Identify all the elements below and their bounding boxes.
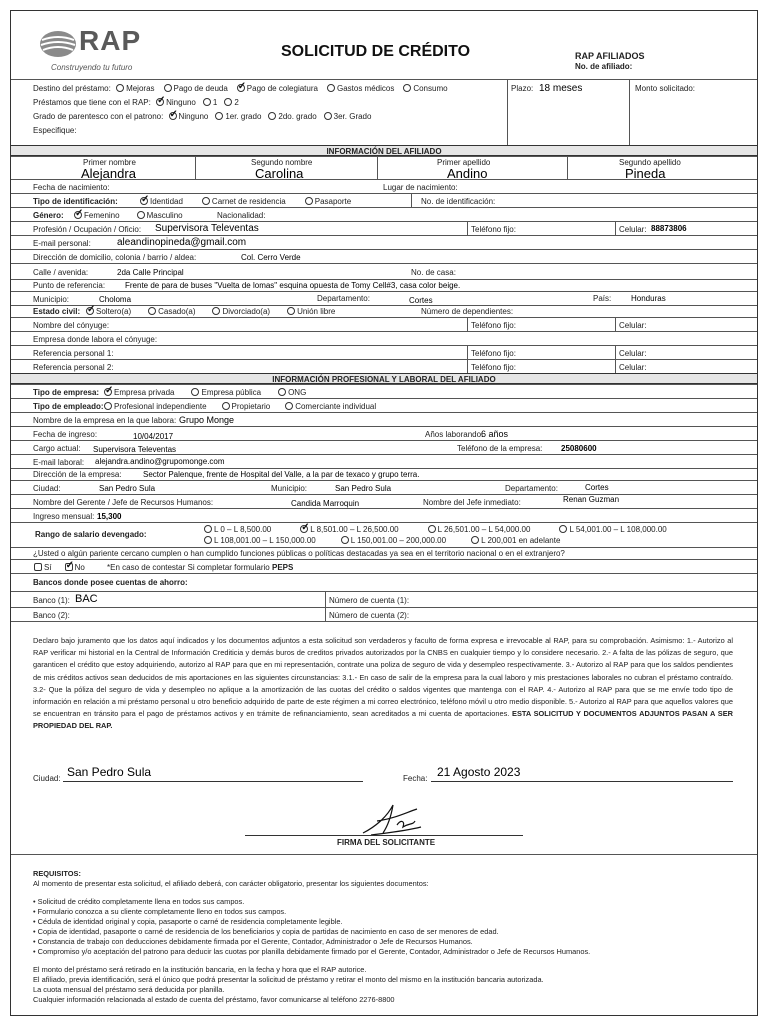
banco1-label: Banco (1): — [33, 596, 70, 605]
conyuge-row — [11, 317, 757, 331]
option-label: 2 — [234, 98, 239, 107]
option-tipo-empleado-opts-2[interactable] — [282, 402, 376, 411]
gerente-row — [11, 494, 757, 508]
checkbox-icon[interactable] — [324, 112, 332, 120]
tipo-id-label: Tipo de identificación: — [33, 197, 118, 206]
prestamos-options[interactable] — [153, 98, 243, 107]
rap-afiliados-label: RAP AFILIADOS — [575, 51, 645, 61]
email-lab-row — [11, 454, 757, 468]
option-destino-opts-3[interactable] — [324, 84, 394, 93]
option-label: L 8,501.00 – L 26,500.00 — [310, 525, 399, 534]
checkbox-icon[interactable] — [148, 307, 156, 315]
requisitos-top-border — [11, 854, 757, 855]
checkbox-icon[interactable] — [327, 84, 335, 92]
tipo-empleado-options[interactable] — [101, 402, 388, 411]
profesion-row — [11, 221, 757, 235]
option-label: 3er. Grado — [333, 112, 372, 121]
punto-row — [11, 279, 757, 291]
primer-nombre-label: Primer nombre — [83, 158, 136, 167]
option-rango-opts-1-0[interactable] — [201, 525, 271, 534]
checked-checkbox-icon[interactable] — [156, 98, 164, 106]
option-label: Comerciante individual — [295, 402, 377, 411]
email-label: E-mail personal: — [33, 239, 91, 248]
option-prestamos-opts-2[interactable] — [221, 98, 238, 107]
dir-empresa-row — [11, 468, 757, 480]
empresa-value[interactable]: Grupo Monge — [179, 415, 235, 425]
checkbox-icon[interactable] — [285, 402, 293, 410]
checkbox-icon[interactable] — [204, 536, 212, 544]
municipio-lab-label: Municipio: — [271, 484, 308, 493]
cargo-row — [11, 440, 757, 454]
email-lab-value[interactable]: alejandra.andino@grupomonge.com — [95, 457, 225, 466]
telefono-fijo-label: Teléfono fijo: — [471, 225, 516, 234]
requisito-footer: La cuota mensual del préstamo será deducida por planilla. — [33, 985, 225, 994]
checked-checkbox-icon[interactable] — [74, 211, 82, 219]
option-rango-opts-2-0[interactable] — [201, 536, 316, 545]
bancos-label: Bancos donde posee cuentas de ahorro: — [33, 578, 188, 587]
option-label: Pago de colegiatura — [246, 84, 318, 93]
option-tipo-id-opts-0[interactable] — [137, 197, 183, 206]
ref2-cel-label: Celular: — [619, 363, 647, 372]
cargo-label: Cargo actual: — [33, 444, 81, 453]
checkbox-icon[interactable] — [471, 536, 479, 544]
option-genero-opts-0[interactable] — [71, 211, 120, 220]
peps-question-row — [11, 547, 757, 559]
option-label: Pago de deuda — [173, 84, 228, 93]
gerente-label: Nombre del Gerente / Jefe de Recursos Humanos: — [33, 498, 214, 507]
option-label: Profesional independiente — [114, 402, 207, 411]
grado-row: Grado de parentesco con el patrono: ✓ Ninguno 1er. grado 2do. grado 3er. Grado — [33, 112, 375, 121]
monto-label: Monto solicitado: — [635, 84, 696, 93]
option-grado-opts-3[interactable] — [321, 112, 372, 121]
option-label: 1 — [212, 98, 218, 107]
ciudad-firma-value[interactable]: San Pedro Sula — [67, 765, 152, 779]
no-casa-label: No. de casa: — [411, 268, 456, 277]
conyuge-cel-label: Celular: — [619, 321, 647, 330]
option-tipo-id-opts-1[interactable] — [199, 197, 286, 206]
cuenta1-label: Número de cuenta (1): — [329, 596, 410, 605]
requisito-item: • Copia de identidad, pasaporte o carné de residencia de los beneficiarios y copia de partidas de nacimiento en caso de ser menores de edad. — [33, 927, 499, 936]
rap-logo — [39, 25, 149, 81]
checkbox-icon[interactable] — [191, 388, 199, 396]
segundo-nombre-value[interactable]: Carolina — [255, 166, 304, 181]
checkbox-icon[interactable] — [222, 402, 230, 410]
municipio-value[interactable]: Choloma — [99, 295, 132, 304]
dependientes-label: Número de dependientes: — [421, 307, 514, 316]
banco2-label: Banco (2): — [33, 611, 70, 620]
ubicacion-row — [11, 291, 757, 305]
option-tipo-empresa-opts-2[interactable] — [275, 388, 306, 397]
requisitos-title: REQUISITOS: — [33, 869, 81, 878]
genero-row — [11, 207, 757, 221]
rango-options-row1[interactable] — [201, 525, 693, 534]
option-label: Carnet de residencia — [211, 197, 286, 206]
option-tipo-id-opts-2[interactable] — [302, 197, 351, 206]
globe-logo-icon — [39, 29, 77, 59]
tipo-id-options[interactable] — [137, 197, 367, 206]
departamento-value[interactable]: Cortes — [409, 296, 433, 305]
rango-label: Rango de salario devengado: — [35, 530, 147, 539]
page-title: SOLICITUD DE CRÉDITO — [281, 43, 471, 60]
destino-options[interactable] — [113, 84, 454, 93]
checked-checkbox-icon[interactable] — [300, 525, 308, 533]
declaracion-text: Declaro bajo juramento que los datos aquí indicados y los documentos adjuntos a esta solicitud son verdaderos y faculto de forma expresa e irrevocable al RAP, para su comprobación. Asimismo: 1.- Autorizo al RAP verificar mi historial en la Central de Información Crediticia y demás buros de creditos privados autorizados por la CNBS en cualquier tiempo y lo considere necesario. 2.- A falta de las pólizas de seguro, que garanticen el crédito que estoy adquiriendo, autorizo al RAP para que en mi representación, contrate una poliza de seguro de vida y desempleo respectivamente. 3.- Autorizo al RAP para que los saldos pendientes de mis créditos activos sean deducidos de mis aportaciones en las siguientes circunstancias: 3.1.- En caso de salir de la empresa para la cual laboro y mis prestaciones laborales no cubran el préstamo contraído. 3.2- Que la póliza del seguro de vida y desempleo no aplique a la amortización de las cuotas del crédito o saldos vigentes que mantenga con el RAP. 4.- Autorizo al RAP para que se me envíe todo tipo de información en relación a mi préstamo personal u otro beneficio adquirido de parte de este régimen a mi correo electrónico, teléfono móvil u otro medio disponible. 5.- Autorizo al RAP para que aquellos valores que se encuentran en tránsito para el pago de préstamos activos y en trámite de refinanciamiento, sean acreditados a mi cuenta de aportaciones. ESTA SOLICITUD Y DOCUMENTOS ADJUNTOS PASAN A SER PROPIEDAD DEL RAP. — [33, 636, 733, 731]
email-row — [11, 235, 757, 249]
option-label: No — [74, 563, 85, 572]
empresa-conyuge-label: Empresa donde labora el cónyuge: — [33, 335, 158, 344]
dir-empresa-value[interactable]: Sector Palenque, frente de Hospital del Valle, a la par de texaco y grupo terra. — [143, 470, 420, 479]
checkbox-icon[interactable] — [224, 98, 232, 106]
municipio-label: Municipio: — [33, 295, 70, 304]
departamento-label: Departamento: — [317, 294, 370, 303]
option-label: L 108,001.00 – L 150,000.00 — [214, 536, 316, 545]
checked-checkbox-icon[interactable] — [104, 388, 112, 396]
option-peps-opts-0[interactable] — [31, 563, 52, 572]
option-rango-opts-2-2[interactable] — [468, 536, 560, 545]
option-label: Gastos médicos — [336, 84, 395, 93]
option-label: L 0 – L 8,500.00 — [214, 525, 272, 534]
tel-empresa-label: Teléfono de la empresa: — [457, 444, 543, 453]
cuenta2-label: Número de cuenta (2): — [329, 611, 410, 620]
option-destino-opts-0[interactable] — [113, 84, 154, 93]
option-label: L 26,501.00 – L 54,000.00 — [437, 525, 531, 534]
destino-row: Destino del préstamo: Mejoras Pago de deuda✓ Pago de colegiatura Gastos médicos Consumo — [33, 84, 454, 93]
option-prestamos-opts-1[interactable] — [200, 98, 217, 107]
checkbox-icon[interactable] — [137, 211, 145, 219]
checkbox-icon[interactable] — [268, 112, 276, 120]
option-label: Empresa pública — [201, 388, 262, 397]
option-label: 2do. grado — [278, 112, 317, 121]
primer-nombre-value[interactable]: Alejandra — [81, 166, 136, 181]
grado-options[interactable] — [166, 112, 376, 121]
option-label: Empresa privada — [114, 388, 175, 397]
option-rango-opts-2-1[interactable] — [338, 536, 446, 545]
anios-value[interactable]: 6 años — [481, 429, 509, 439]
empresa-label: Nombre de la empresa en la que labora: — [33, 416, 177, 425]
banco2-row — [11, 607, 757, 621]
peps-note: *En caso de contestar Si completar formulario PEPS — [107, 563, 294, 572]
option-peps-opts-1[interactable] — [62, 563, 85, 572]
requisito-footer: El afiliado, previa identificación, será el único que podrá presentar la solicitud de préstamo y retirar el monto del mismo en la institución bancaria autorizada. — [33, 975, 544, 984]
fecha-nac-label: Fecha de nacimiento: — [33, 183, 110, 192]
rango-row — [11, 522, 757, 547]
plazo-label: Plazo: — [511, 84, 534, 93]
empresa-conyuge-row — [11, 331, 757, 345]
punto-value[interactable]: Frente de para de buses "Vuelta de lomas" esquina opuesta de Tomy Cell#3, casa color beige. — [125, 281, 461, 290]
peps-question: ¿Usted o algún pariente cercano cumplen o han cumplido funciones públicas o políticas destacadas ya sea en el territorio nacional o en el extranjero? — [33, 549, 565, 558]
checkbox-icon[interactable] — [164, 84, 172, 92]
nacimiento-row — [11, 179, 757, 193]
option-label: Ninguno — [178, 112, 209, 121]
option-label: Consumo — [413, 84, 448, 93]
peps-answer-row — [11, 559, 757, 573]
pais-value[interactable]: Honduras — [631, 294, 666, 303]
option-estado-opts-0[interactable] — [83, 307, 131, 316]
signature-image — [357, 799, 427, 839]
email-value[interactable]: aleandinopineda@gmail.com — [117, 237, 247, 248]
fecha-ingreso-value[interactable]: 10/04/2017 — [133, 432, 174, 441]
checkbox-icon[interactable] — [203, 98, 211, 106]
option-label: 1er. grado — [225, 112, 262, 121]
segundo-apellido-label: Segundo apellido — [619, 158, 681, 167]
direccion-label: Dirección de domicilio, colonia / barrio / aldea: — [33, 253, 197, 262]
ref1-tel-label: Teléfono fijo: — [471, 349, 516, 358]
tipo-empleado-label: Tipo de empleado: — [33, 402, 104, 411]
tipo-empresa-row — [11, 384, 757, 398]
logo-text: RAP — [79, 25, 142, 56]
checked-checkbox-icon[interactable] — [65, 563, 73, 571]
plazo-value[interactable]: 18 meses — [539, 83, 583, 94]
option-label: Propietario — [231, 402, 271, 411]
checkbox-icon[interactable] — [278, 388, 286, 396]
declaracion-top-border — [11, 621, 757, 622]
firma-label: FIRMA DEL SOLICITANTE — [337, 838, 436, 847]
option-estado-opts-1[interactable] — [145, 307, 195, 316]
estado-civil-row — [11, 305, 757, 317]
ref1-cel-label: Celular: — [619, 349, 647, 358]
names-row — [11, 156, 757, 179]
option-destino-opts-1[interactable] — [161, 84, 228, 93]
checkbox-icon[interactable] — [305, 197, 313, 205]
option-label: Casado(a) — [158, 307, 196, 316]
checkbox-icon[interactable] — [287, 307, 295, 315]
gerente-value[interactable]: Candida Marroquin — [291, 499, 360, 508]
ingreso-mensual-row — [11, 508, 757, 522]
tipo-empresa-options[interactable] — [101, 388, 320, 397]
requisito-footer: El monto del préstamo será retirado en la institución bancaria, en la fecha y hora que el RAP autorice. — [33, 965, 367, 974]
option-label: L 54,001.00 – L 108,000.00 — [569, 525, 667, 534]
checkbox-icon[interactable] — [559, 525, 567, 533]
direccion-row — [11, 249, 757, 263]
profesion-label: Profesión / Ocupación / Oficio: — [33, 225, 142, 234]
checkbox-icon[interactable] — [116, 84, 124, 92]
banco1-row — [11, 591, 757, 607]
option-rango-opts-1-3[interactable] — [556, 525, 666, 534]
option-grado-opts-2[interactable] — [265, 112, 316, 121]
ciudad-lab-value[interactable]: San Pedro Sula — [99, 484, 156, 493]
checked-checkbox-icon[interactable] — [86, 307, 94, 315]
ciudad-lab-row — [11, 480, 757, 494]
direccion-value[interactable]: Col. Cerro Verde — [241, 253, 301, 262]
profesion-value[interactable]: Supervisora Televentas — [155, 223, 259, 234]
option-prestamos-opts-0[interactable] — [153, 98, 196, 107]
requisito-item: • Cédula de identidad original y copia, pasaporte o carné de residencia completamente legible. — [33, 917, 343, 926]
primer-apellido-value[interactable]: Andino — [447, 166, 488, 181]
celular-label: Celular: — [619, 225, 647, 234]
option-tipo-empresa-opts-1[interactable] — [188, 388, 261, 397]
option-tipo-empleado-opts-1[interactable] — [219, 402, 271, 411]
email-lab-label: E-mail laboral: — [33, 458, 85, 467]
checkbox-icon[interactable] — [202, 197, 210, 205]
calle-row — [11, 263, 757, 279]
tel-empresa-value[interactable]: 25080600 — [561, 444, 597, 453]
ingreso-mensual-value[interactable]: 15,300 — [97, 512, 122, 521]
option-grado-opts-1[interactable] — [212, 112, 261, 121]
ref1-row — [11, 345, 757, 359]
option-rango-opts-1-2[interactable] — [425, 525, 531, 534]
requisitos-intro: Al momento de presentar esta solicitud, el afiliado deberá, con carácter obligatorio, presentar los siguientes documentos: — [33, 879, 429, 888]
fecha-firma-value[interactable]: 21 Agosto 2023 — [437, 765, 521, 779]
option-destino-opts-4[interactable] — [400, 84, 447, 93]
checkbox-icon[interactable] — [215, 112, 223, 120]
ref2-row — [11, 359, 757, 373]
ref1-label: Referencia personal 1: — [33, 349, 114, 358]
option-label: ONG — [288, 388, 307, 397]
especifique-label: Especifique: — [33, 126, 77, 135]
checked-checkbox-icon[interactable] — [169, 112, 177, 120]
celular-value[interactable]: 88873806 — [651, 224, 687, 233]
genero-label: Género: — [33, 211, 64, 220]
primer-apellido-label: Primer apellido — [437, 158, 491, 167]
fecha-ingreso-label: Fecha de ingreso: — [33, 430, 98, 439]
ingreso-row — [11, 426, 757, 440]
requisito-item: • Solicitud de crédito completamente llena en todos sus campos. — [33, 897, 245, 906]
empresa-row — [11, 412, 757, 426]
option-label: Femenino — [84, 211, 120, 220]
tipo-empleado-row — [11, 398, 757, 412]
ref2-tel-label: Teléfono fijo: — [471, 363, 516, 372]
requisito-footer: Cualquier información relacionada al estado de cuenta del préstamo, favor comunicarse al teléfono 2276-8800 — [33, 995, 395, 1004]
ingreso-mensual-label: Ingreso mensual: — [33, 512, 95, 521]
nacionalidad-label: Nacionalidad: — [217, 211, 266, 220]
cargo-value[interactable]: Supervisora Televentas — [93, 445, 177, 454]
no-afiliado-label: No. de afiliado: — [575, 62, 633, 71]
fecha-firma-label: Fecha: — [403, 774, 428, 783]
ref2-label: Referencia personal 2: — [33, 363, 114, 372]
depto-lab-value[interactable]: Cortes — [585, 483, 609, 492]
option-label: Pasaporte — [314, 197, 352, 206]
banco1-value[interactable]: BAC — [75, 593, 98, 605]
conyuge-tel-label: Teléfono fijo: — [471, 321, 516, 330]
peps-options[interactable] — [31, 563, 95, 572]
option-genero-opts-1[interactable] — [134, 211, 183, 220]
section-laboral: INFORMACIÓN PROFESIONAL Y LABORAL DEL AFILIADO — [11, 373, 757, 384]
tipo-id-row — [11, 193, 757, 207]
municipio-lab-value[interactable]: San Pedro Sula — [335, 484, 392, 493]
conyuge-label: Nombre del cónyuge: — [33, 321, 110, 330]
ciudad-firma-label: Ciudad: — [33, 774, 61, 783]
requisito-item: • Constancia de trabajo con deducciones debidamente firmada por el Gerente, Contador, Administrador o Jefe de Recursos Humanos. — [33, 937, 473, 946]
requisitos-block — [33, 869, 753, 1005]
option-rango-opts-1-1[interactable] — [297, 525, 398, 534]
checkbox-icon[interactable] — [341, 536, 349, 544]
checkbox-icon[interactable] — [212, 307, 220, 315]
checkbox-icon[interactable] — [34, 563, 42, 571]
lugar-nac-label: Lugar de nacimiento: — [383, 183, 458, 192]
checkbox-icon[interactable] — [204, 525, 212, 533]
no-id-label: No. de identificación: — [421, 197, 496, 206]
requisito-item: • Compromiso y/o aceptación del patrono para deducir las cuotas por planilla debidamente firmado por el Gerente, Contador, Administrador o Jefe de Recursos Humanos. — [33, 947, 591, 956]
dir-empresa-label: Dirección de la empresa: — [33, 470, 122, 479]
checked-checkbox-icon[interactable] — [140, 197, 148, 205]
calle-value[interactable]: 2da Calle Principal — [117, 268, 184, 277]
segundo-nombre-label: Segundo nombre — [251, 158, 313, 167]
option-label: Divorciado(a) — [222, 307, 271, 316]
prestamos-row: Préstamos que tiene con el RAP: ✓ Ninguno 1 2 — [33, 98, 243, 107]
checkbox-icon[interactable] — [403, 84, 411, 92]
option-label: Masculino — [146, 211, 183, 220]
option-label: Soltero(a) — [96, 307, 132, 316]
credit-application-form — [10, 10, 758, 1016]
option-label: Sí — [44, 563, 52, 572]
bancos-row — [11, 573, 757, 591]
anios-label: Años laborando: — [425, 430, 484, 439]
jefe-label: Nombre del Jefe inmediato: — [423, 498, 521, 507]
option-estado-opts-2[interactable] — [209, 307, 270, 316]
genero-options[interactable] — [71, 211, 197, 220]
option-label: L 150,001.00 – 200,000.00 — [350, 536, 447, 545]
option-label: L 200,001 en adelante — [481, 536, 561, 545]
option-label: Ninguno — [166, 98, 196, 107]
requisito-item: • Formulario conozca a su cliente completamente lleno en todos sus campos. — [33, 907, 287, 916]
option-grado-opts-0[interactable] — [166, 112, 209, 121]
jefe-value[interactable]: Renan Guzman — [563, 495, 620, 504]
section-afiliado: INFORMACIÓN DEL AFILIADO — [11, 145, 757, 156]
punto-label: Punto de referencia: — [33, 281, 106, 290]
option-label: Unión libre — [297, 307, 336, 316]
option-tipo-empleado-opts-0[interactable] — [101, 402, 207, 411]
ciudad-lab-label: Ciudad: — [33, 484, 61, 493]
estado-options[interactable] — [83, 307, 349, 316]
estado-label: Estado civil: — [33, 307, 81, 316]
pais-label: País: — [593, 294, 612, 303]
option-tipo-empresa-opts-0[interactable] — [101, 388, 174, 397]
depto-lab-label: Departamento: — [505, 484, 558, 493]
logo-tagline: Construyendo tu futuro — [51, 63, 133, 72]
option-destino-opts-2[interactable] — [234, 84, 318, 93]
loan-block — [11, 79, 757, 145]
option-estado-opts-3[interactable] — [284, 307, 335, 316]
rango-options-row2[interactable] — [201, 536, 582, 545]
option-label: Identidad — [150, 197, 183, 206]
option-label: Mejoras — [126, 84, 155, 93]
checkbox-icon[interactable] — [104, 402, 112, 410]
calle-label: Calle / avenida: — [33, 268, 89, 277]
checkbox-icon[interactable] — [428, 525, 436, 533]
checked-checkbox-icon[interactable] — [237, 84, 245, 92]
segundo-apellido-value[interactable]: Pineda — [625, 166, 666, 181]
tipo-empresa-label: Tipo de empresa: — [33, 388, 100, 397]
